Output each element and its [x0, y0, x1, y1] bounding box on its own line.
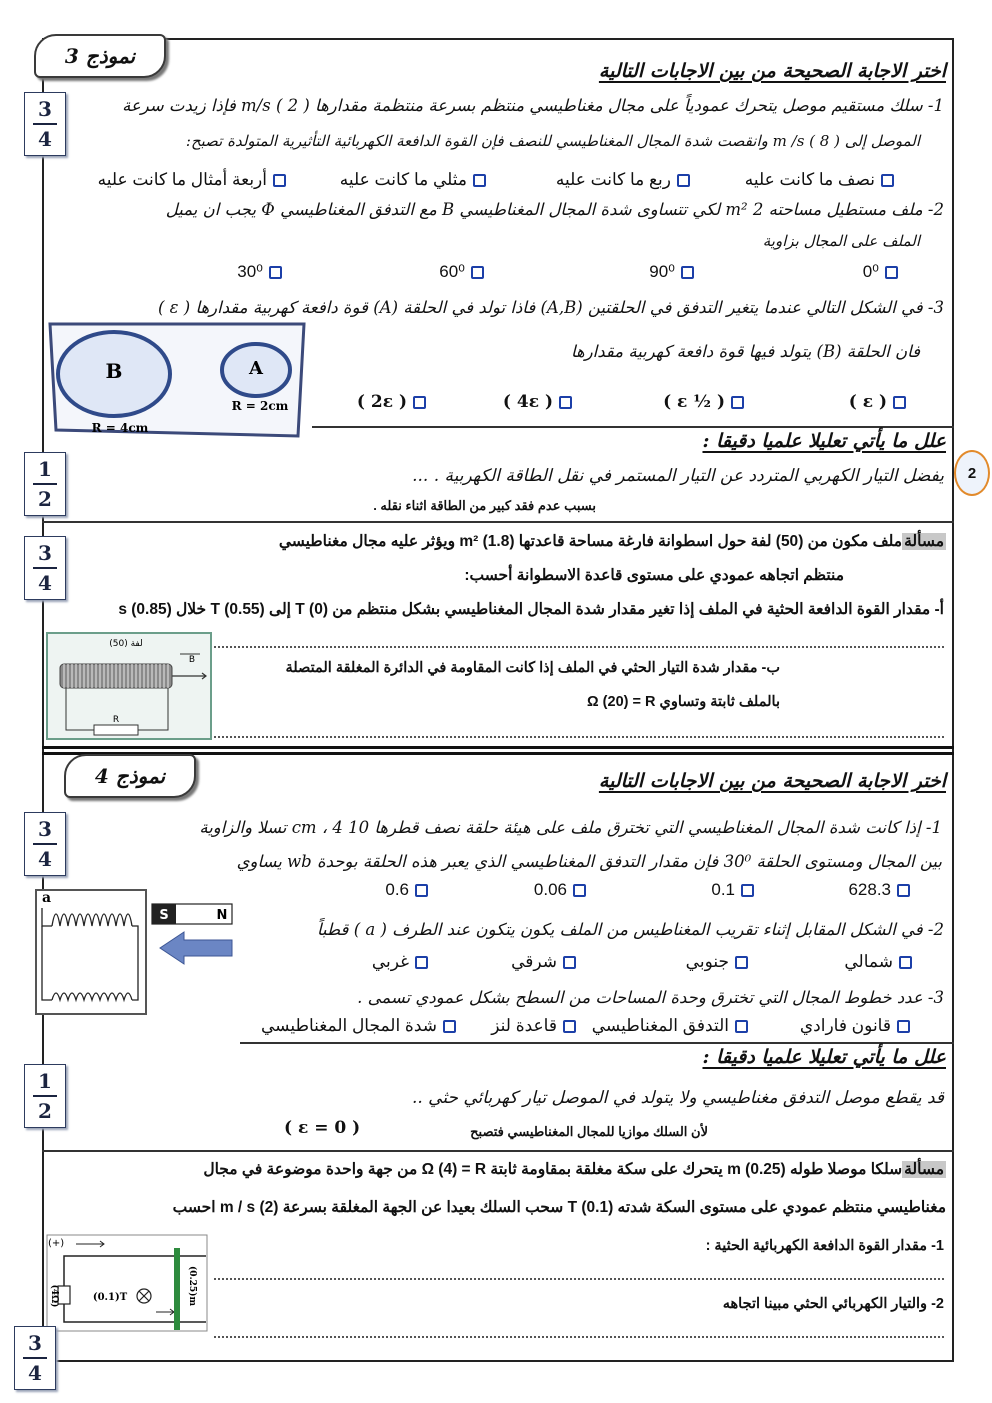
option[interactable]: شرقي	[511, 952, 576, 972]
question-1-line-2: بين المجال ومستوى الحلقة 30⁰ فإن مقدار التدفق المغناطيسي الذي يعبر هذه الحلقة بوحدة wb يساوي	[236, 852, 942, 871]
explain-statement: يفضل التيار الكهربي المتردد عن التيار المستمر في نقل الطاقة الكهربية . ...	[412, 466, 944, 486]
problem-part-b-line-2: بالملف ثابتة وتساوي Ω (20) = R	[587, 694, 780, 710]
coil-end-label: a	[42, 890, 52, 906]
checkbox-icon[interactable]	[563, 956, 576, 969]
checkbox-icon[interactable]	[731, 396, 744, 409]
option[interactable]: قانون فارادي	[800, 1016, 910, 1036]
checkbox-icon[interactable]	[681, 266, 694, 279]
answer-line	[214, 1278, 944, 1280]
divider	[312, 426, 954, 428]
checkbox-icon[interactable]	[899, 956, 912, 969]
ring-b-radius: R = 4cm	[91, 421, 149, 435]
score-fraction: 3 4	[24, 812, 66, 876]
arrow-left-icon	[160, 932, 232, 964]
answer-line	[214, 1336, 944, 1338]
answer-line	[214, 736, 944, 738]
checkbox-icon[interactable]	[573, 884, 586, 897]
coil-windings	[64, 664, 168, 688]
score-fraction: 1 2	[24, 452, 66, 516]
problem-line-2: مغناطيسي منتظم عمودي على مستوى السكة شدته T (0.1) سحب السلك بعيدا عن الجهة المغلقة بسرعة m / s (2) احسب	[172, 1199, 946, 1216]
question-3-line-1: 3- عدد خطوط المجال التي تخترق وحدة المساحات من السطح بشكل عمودي تسمى .	[357, 988, 944, 1007]
explain-answer-math: ( ε = 0 )	[284, 1118, 361, 1138]
option[interactable]: 0⁰	[863, 262, 898, 282]
resistance-label: (4Ω)	[49, 1284, 59, 1308]
score-fraction: 3 4	[14, 1326, 56, 1390]
answer-line	[214, 646, 944, 648]
option[interactable]: 628.3	[848, 880, 910, 900]
problem-line-2: منتظم اتجاهه عمودي على مستوى قاعدة الاسطوانة أحسب:	[464, 567, 844, 584]
ring-b-label: B	[105, 359, 123, 383]
divider	[42, 1150, 954, 1152]
option[interactable]: 30⁰	[237, 262, 282, 282]
checkbox-icon[interactable]	[443, 1020, 456, 1033]
explain-statement: قد يقطع موصل التدفق مغناطيسي ولا يتولد في الموصل تيار كهربائي حثي ..	[411, 1088, 944, 1108]
checkbox-icon[interactable]	[559, 396, 572, 409]
rail-figure	[46, 1234, 208, 1332]
page-badge: 2	[954, 450, 990, 496]
option[interactable]: 90⁰	[649, 262, 694, 282]
sliding-rod	[174, 1248, 180, 1330]
coil-magnet-figure	[34, 888, 240, 1016]
checkbox-icon[interactable]	[897, 884, 910, 897]
ring-a-radius: R = 2cm	[231, 399, 289, 413]
field-label: (0.1)T	[92, 1292, 128, 1303]
checkbox-icon[interactable]	[881, 174, 894, 187]
option[interactable]: نصف ما كانت عليه	[745, 170, 894, 190]
score-fraction: 1 2	[24, 1064, 66, 1128]
question-1-line-1: 1- إذا كانت شدة المجال المغناطيسي التي تخترق ملف على هيئة حلقة نصف قطرها 10 cm ، 4 تسلا والزاوية	[199, 818, 942, 837]
problem-part-a: أ- مقدار القوة الدافعة الحثية في الملف إذا تغير مقدار شدة المجال المغناطيسي بشكل منتظم من T (0) إلى T (0.55) خلال s (0.85)	[118, 601, 944, 618]
question-2-line-1: 2- في الشكل المقابل إثناء تقريب المغناطيس من الملف يكون يتكون عند الطرف ( a ) قطباً	[317, 920, 944, 939]
rings-figure	[46, 318, 310, 442]
explain-heading: علل ما يأتي تعليلا علميا دقيقا :	[702, 1046, 946, 1068]
section-heading: اختر الاجابة الصحيحة من بين الاجابات التالية	[598, 770, 946, 792]
problem-part-2: 2- والتيار الكهربائي الحثي مبينا اتجاهه	[722, 1296, 944, 1312]
problem-line-1: مسألةسلكا موصلا طوله m (0.25) يتحرك على سكة مغلقة بمقاومة ثابتة Ω (4) = R من جهة واحدة موضوعة في مجال	[203, 1161, 944, 1178]
option[interactable]: قاعدة لنز	[491, 1016, 576, 1036]
option[interactable]: 0.1	[711, 880, 754, 900]
explain-answer: بسبب عدم فقد كبير من الطاقة اثناء نقله .	[373, 498, 596, 513]
rod-length-label: (0.25)m	[187, 1266, 197, 1306]
option[interactable]: شمالي	[844, 952, 912, 972]
checkbox-icon[interactable]	[273, 174, 286, 187]
section-heading: اختر الاجابة الصحيحة من بين الاجابات التالية	[598, 60, 946, 82]
problem-line-1: مسألةملف مكون من (50) لفة حول اسطوانة فارغة مساحة قاعدتها m² (1.8) ويؤثر عليه مجال مغناطيسي	[278, 533, 944, 550]
problem-part-1: 1- مقدار القوة الدافعة الكهربائية الحثية :	[705, 1238, 944, 1254]
question-3-line-1: 3- في الشكل التالي عندما يتغير التدفق في الحلقتين (A,B) فاذا تولد في الحلقة (A) قوة دافعة كهربية مقدارها ( ε )	[157, 298, 944, 317]
score-fraction: 3 4	[24, 92, 66, 156]
question-3-line-2: فان الحلقة (B) يتولد فيها قوة دافعة كهربية مقدارها	[570, 342, 920, 361]
option[interactable]: ربع ما كانت عليه	[556, 170, 690, 190]
option[interactable]: شدة المجال المغناطيسي	[261, 1016, 456, 1036]
checkbox-icon[interactable]	[897, 1020, 910, 1033]
checkbox-icon[interactable]	[893, 396, 906, 409]
divider	[240, 1042, 954, 1044]
explain-heading: علل ما يأتي تعليلا علميا دقيقا :	[702, 430, 946, 452]
resistor	[94, 725, 138, 735]
plus-terminal-label: (+)	[48, 1238, 65, 1249]
option[interactable]: ( 2ε )	[357, 392, 426, 412]
option[interactable]: جنوبي	[686, 952, 748, 972]
question-1-line-2: الموصل إلى m /s ( 8 ) وانقصت شدة المجال المغناطيسي للنصف فإن القوة الدافعة الكهربائية التأثيرية المتولدة تصبح:	[185, 132, 920, 150]
option[interactable]: 0.6	[385, 880, 428, 900]
question-2-line-2: الملف على المجال بزاوية	[762, 232, 920, 250]
checkbox-icon[interactable]	[735, 956, 748, 969]
option[interactable]: 60⁰	[439, 262, 484, 282]
checkbox-icon[interactable]	[677, 174, 690, 187]
resistor-label: R	[112, 715, 120, 725]
field-label: B	[188, 655, 196, 665]
coil-turns-label: (50) لفة	[109, 639, 143, 649]
coil-figure	[46, 632, 212, 740]
question-1-line-1: 1- سلك مستقيم موصل يتحرك عمودياً على مجال مغناطيسي منتظم بسرعة منتظمة مقدارها m/s ( 2 ) فإذا زيدت سرعة	[122, 96, 944, 115]
option[interactable]: غربي	[372, 952, 428, 972]
option[interactable]: ( ε )	[849, 392, 906, 412]
checkbox-icon[interactable]	[471, 266, 484, 279]
option[interactable]: التدفق المغناطيسي	[592, 1016, 748, 1036]
option[interactable]: ( ½ ε )	[663, 392, 744, 412]
checkbox-icon[interactable]	[415, 956, 428, 969]
option[interactable]: أربعة أمثال ما كانت عليه	[98, 170, 286, 190]
problem-label: مسألة	[904, 1161, 944, 1178]
option[interactable]: ( 4ε )	[503, 392, 572, 412]
divider	[42, 746, 954, 749]
option[interactable]: 0.06	[534, 880, 586, 900]
problem-label: مسألة	[904, 533, 944, 550]
problem-part-b-line-1: ب- مقدار شدة التيار الحثي في الملف إذا كانت المقاومة في الدائرة المغلقة المتصلة	[285, 660, 780, 676]
checkbox-icon[interactable]	[735, 1020, 748, 1033]
checkbox-icon[interactable]	[269, 266, 282, 279]
explain-answer: لأن السلك موازيا للمجال المغناطيسي فتصبح	[470, 1124, 708, 1139]
checkbox-icon[interactable]	[741, 884, 754, 897]
checkbox-icon[interactable]	[885, 266, 898, 279]
divider	[42, 521, 954, 523]
checkbox-icon[interactable]	[413, 396, 426, 409]
ring-a-label: A	[249, 358, 263, 379]
magnet-n-label: N	[216, 908, 228, 923]
score-fraction: 3 4	[24, 536, 66, 600]
question-2-line-1: 2- ملف مستطيل مساحته 2 m² لكي تتساوى شدة المجال المغناطيسي B مع التدفق المغناطيسي Φ يجب ان يميل	[165, 200, 944, 219]
checkbox-icon[interactable]	[415, 884, 428, 897]
checkbox-icon[interactable]	[563, 1020, 576, 1033]
option[interactable]: مثلي ما كانت عليه	[340, 170, 486, 190]
checkbox-icon[interactable]	[473, 174, 486, 187]
model-tag: نموذج 3	[34, 34, 166, 78]
model-tag: نموذج 4	[64, 754, 196, 798]
magnet-s-label: S	[159, 908, 169, 923]
